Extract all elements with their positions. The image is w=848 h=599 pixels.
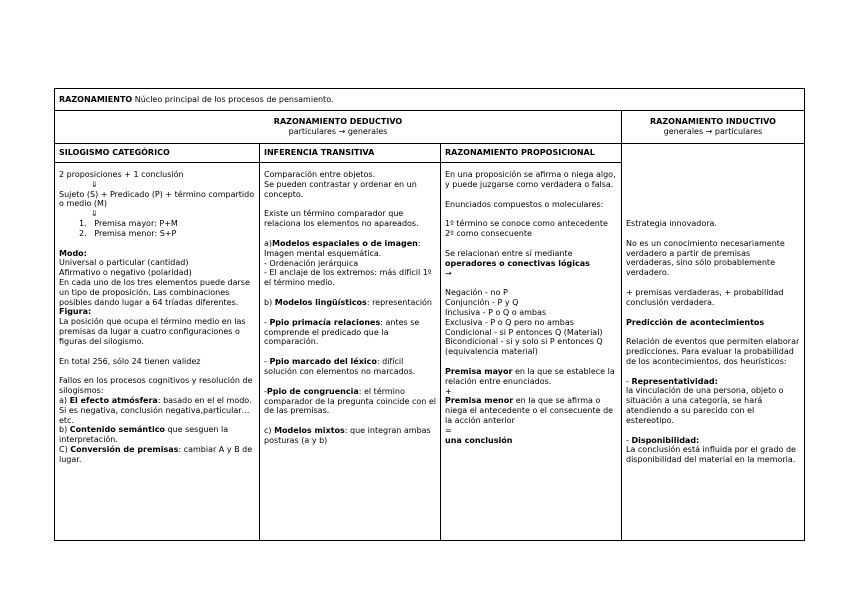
title-text: Núcleo principal de los procesos de pensamiento. — [134, 95, 334, 105]
c1-total: En total 256, sólo 24 tienen validez — [59, 356, 201, 366]
c3-conclusion: una conclusión — [445, 435, 513, 445]
c4-representatividad: Representatividad: — [631, 376, 718, 386]
c4-p3: + premisas verdaderas, + probabilidad conclusión verdadera. — [626, 287, 784, 307]
c4-r-text: la vinculación de una persona, objeto o situación a una categoría, se hará atendiendo a su parecido con el estereotipo. — [626, 386, 784, 425]
inductivo-subtitle: generales → particulares — [663, 127, 763, 136]
deductivo-header — [55, 111, 622, 144]
c4-p4: Relación de eventos que permiten elaborar predicciones. Para evaluar la probabilidad de los acontecimientos, dos heurísticos: — [626, 337, 800, 366]
c1-l1: 2 proposiciones + 1 conclusión — [59, 170, 184, 179]
col2-body: Comparación entre objetos. Se pueden contrastar y ordenar en un concepto. Existe un término comparador que relaciona los elementos no apareados. a)Modelos espaciales o de imagen: Imagen mental esquemática. - Ordenación jerárquica - El anclaje de los extremos: más difícil 1º el término medio. b) Modelos lingüísticos: representación - Ppio primacía relaciones: antes se comprende el predicado que la comparación. - Ppio marcado del léxico: difícil solución con elementos no marcados. -Ppio de congruencia: el término comparador de la pregunta coincide con el de las premisas. c) Modelos mixtos: que integran ambas posturas (a y b) — [260, 163, 441, 541]
summary-table — [54, 88, 805, 541]
c1-premisa-mayor: Premisa mayor: P+M — [94, 218, 178, 228]
c4-p1: Estrategia innovadora. — [626, 218, 717, 228]
right-arrow-icon: → — [445, 268, 452, 278]
c1-premisa-menor: Premisa menor: S+P — [94, 228, 177, 238]
col4-body: Estrategia innovadora. No es un conocimiento necesariamente verdadero a partir de premisas verdaderas, sino sólo probablemente verdadero. + premisas verdaderas, + probabilidad conclusión verdadera. Predicción de acontecimientos Relación de eventos que permiten elaborar predicciones. Para evaluar la probabilidad de los acontecimientos, dos heurísticos: - Representatividad: la vinculación de una persona, objeto o situación a una categoría, se hará atendiendo a su parecido con el estereotipo. - Disponibilidad: La conclusión está influida por el grado de disponibilidad del material en la memoria. — [622, 144, 805, 541]
deductivo-title: RAZONAMIENTO DEDUCTIVO — [273, 117, 403, 127]
c4-d-text: La conclusión está influida por el grado de disponibilidad del material en la memoria. — [626, 445, 796, 465]
c4-pred: Predicción de acontecimientos — [626, 317, 765, 327]
title-bold: RAZONAMIENTO — [59, 95, 133, 105]
inductivo-title: RAZONAMIENTO INDUCTIVO — [650, 117, 776, 127]
col1-body: 2 proposiciones + 1 conclusión ⇓ Sujeto (S) + Predicado (P) + término compartido o medio (M) ⇓ 1. Premisa mayor: P+M 2. Premisa menor: S+P Modo: Universal o particular (cantidad) Afirmativo o negativo (polaridad) En cada uno de los tres elementos puede darse un tipo de proposición. Las combinaciones posibles dando lugar a 64 tríadas diferentes. Figura: La posición que ocupa el término medio en las premisas da lugar a cuatro configuraciones o figuras del silogismo. En total 256, sólo 24 tienen validez Fallos en los procesos cognitivos y resolución de silogismos: a) El efecto atmósfera: basado en el el modo. Si es negativa, conclusión negativa,particular… etc. b) Contenido semántico que sesguen la interpretación. C) Conversión de premisas: cambiar A y B de lugar. — [55, 163, 260, 541]
col1-header: SILOGISMO CATEGÓRICO — [55, 144, 260, 163]
down-arrow-icon: ⇓ — [91, 209, 98, 219]
summary-sheet — [54, 88, 804, 541]
down-arrow-icon: ⇓ — [91, 179, 98, 189]
table-title — [55, 89, 805, 111]
inductivo-header — [622, 111, 805, 144]
col2-header: INFERENCIA TRANSITIVA — [260, 144, 441, 163]
c1-modo-heading: Modo: — [59, 248, 87, 258]
c4-p2: No es un conocimiento necesariamente verdadero a partir de premisas verdaderas, sino sólo probablemente verdadero. — [626, 238, 785, 278]
deductivo-subtitle: particulares → generales — [288, 127, 388, 136]
c1-figura-heading: Figura: — [59, 307, 92, 317]
c4-disponibilidad: Disponibilidad: — [631, 435, 700, 445]
col3-body: En una proposición se afirma o niega algo, y puede juzgarse como verdadera o falsa. Enunciados compuestos o moleculares: 1º término se conoce como antecedente 2º como consecuente Se relacionan entre sí mediante operadores o conectivas lógicas → Negación - no P Conjunción - P y Q Inclusiva - P o Q o ambas Exclusiva - P o Q pero no ambas Condicional - si P entonces Q (Material) Bicondicional - si y solo si P entonces Q (equivalencia material) Premisa mayor en la que se establece la relación entre enunciados. + Premisa menor en la que se afirma o niega el antecedente o el consecuente de la acción anterior = una conclusión — [441, 163, 622, 541]
c1-l2: Sujeto (S) + Predicado (P) + término compartido o medio (M) — [59, 189, 255, 209]
col3-header: RAZONAMIENTO PROPOSICIONAL — [441, 144, 622, 163]
